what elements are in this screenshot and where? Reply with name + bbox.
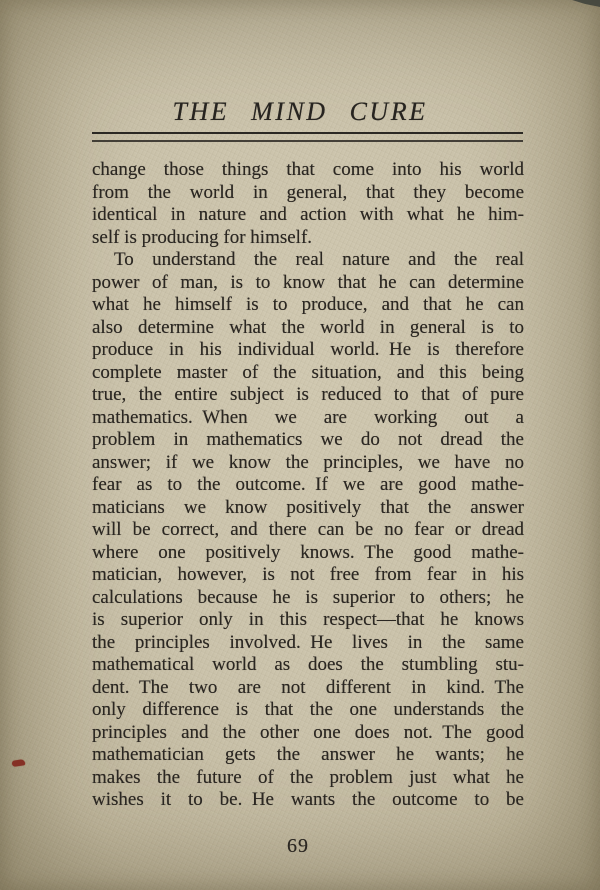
text-line: mathematician gets the answer he wants; he <box>92 744 524 765</box>
text-line: answer; if we know the principles, we have no <box>92 451 524 473</box>
text-line: mathematics. When we are working out a <box>92 406 524 428</box>
text-line: problem in mathematics we do not dread the <box>92 429 524 450</box>
text-line: will be correct, and there can be no fear or dread <box>92 519 524 540</box>
red-ink-mark <box>12 759 26 767</box>
text-line: self is producing for himself. <box>92 226 313 248</box>
text-line: complete master of the situation, and this being <box>92 361 524 383</box>
text-line: also determine what the world in general is to <box>92 316 524 338</box>
text-line: matician, however, is not free from fear in his <box>92 564 524 585</box>
text-line: what he himself is to produce, and that he can <box>92 294 524 315</box>
text-line: the principles involved. He lives in the same <box>92 631 524 653</box>
photo-edge-shadow <box>566 0 600 7</box>
text-line: produce in his individual world. He is therefore <box>92 339 524 360</box>
text-line: dent. The two are not different in kind. The <box>92 676 524 698</box>
text-line: where one positively knows. The good mathe- <box>92 541 524 563</box>
text-line: makes the future of the problem just what he <box>92 766 524 788</box>
text-line: fear as to the outcome. If we are good mathe- <box>92 474 524 495</box>
header-double-rule <box>92 132 523 142</box>
page-number: 69 <box>287 835 309 857</box>
text-line: mathematical world as does the stumbling stu- <box>92 654 524 675</box>
body-text <box>92 159 524 812</box>
text-line: wishes it to be. He wants the outcome to be <box>92 789 524 810</box>
text-line: only difference is that the one understands the <box>92 699 524 720</box>
text-line: To understand the real nature and the real <box>114 249 524 270</box>
text-line: is superior only in this respect—that he knows <box>92 609 524 630</box>
text-line: power of man, is to know that he can determine <box>92 271 524 293</box>
text-line: calculations because he is superior to others; he <box>92 586 524 608</box>
text-line: change those things that come into his world <box>92 159 524 180</box>
running-head-title: THE MIND CURE <box>172 97 428 126</box>
text-line: maticians we know positively that the answer <box>92 496 524 518</box>
text-line: principles and the other one does not. The good <box>92 721 524 743</box>
text-line: from the world in general, that they become <box>92 181 524 203</box>
text-line: true, the entire subject is reduced to that of pure <box>92 384 524 405</box>
text-line: identical in nature and action with what he him- <box>92 204 524 225</box>
